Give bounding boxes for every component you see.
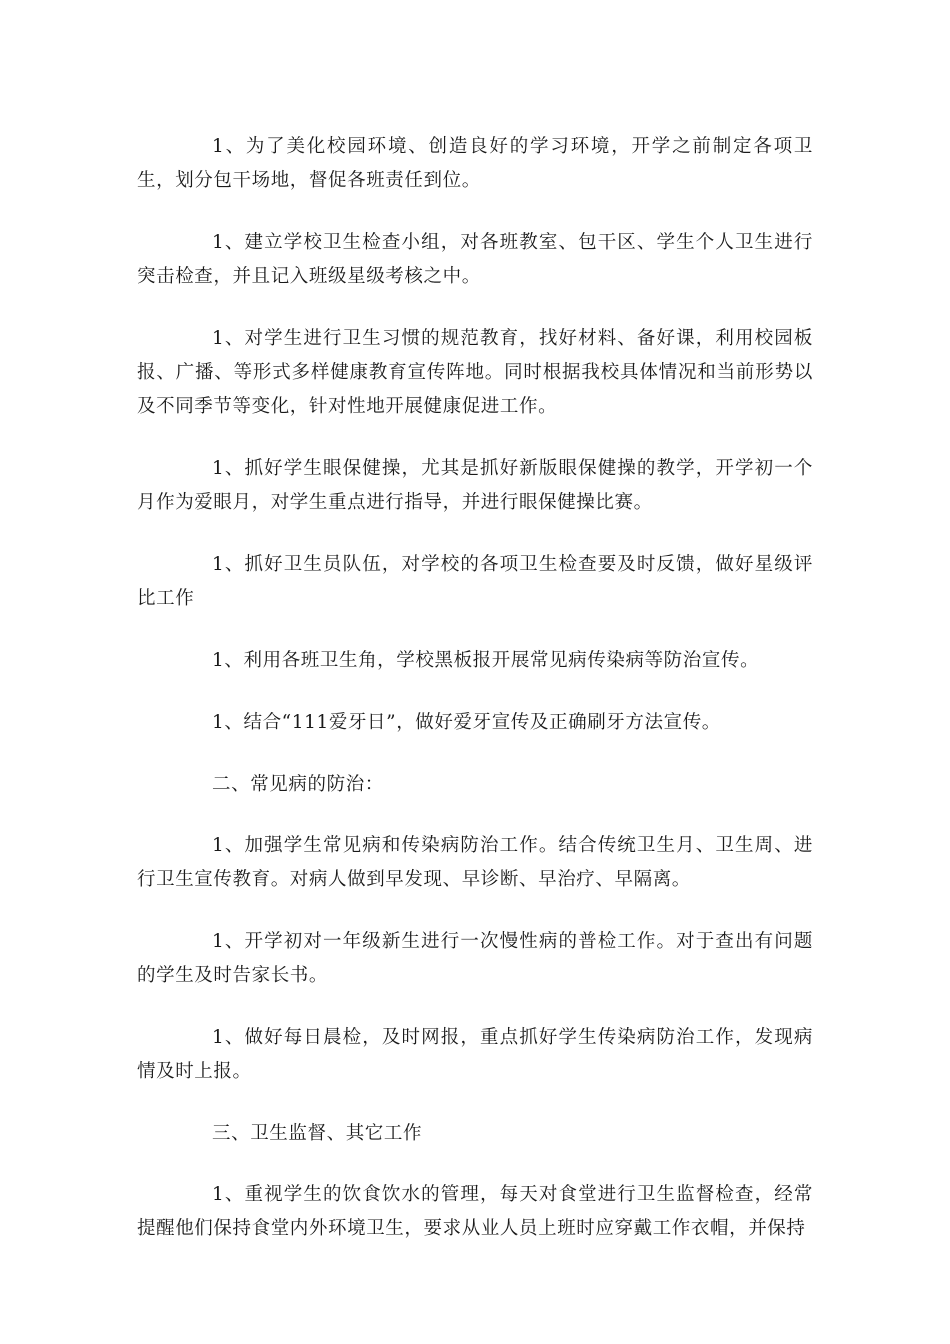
paragraph-blackboard-publicity: 1、利用各班卫生角，学校黑板报开展常见病传染病等防治宣传。	[212, 650, 760, 671]
paragraph-hygiene-staff: 1、抓好卫生员队伍，对学校的各项卫生检查要及时反馈，做好星级评比工作	[137, 554, 813, 609]
paragraph-eye-exercises: 1、抓好学生眼保健操，尤其是抓好新版眼保健操的教学，开学初一个月作为爱眼月，对学生重点进行指导，并进行眼保健操比赛。	[137, 458, 813, 513]
paragraph-inspection-team: 1、建立学校卫生检查小组，对各班教室、包干区、学生个人卫生进行突击检查，并且记入班级星级考核之中。	[137, 232, 813, 287]
paragraph-tooth-day: 1、结合“111爱牙日”，做好爱牙宣传及正确刷牙方法宣传。	[212, 712, 721, 733]
paragraph-infectious-disease: 1、加强学生常见病和传染病防治工作。结合传统卫生月、卫生周、进行卫生宣传教育。对病人做到早发现、早诊断、早治疗、早隔离。	[137, 835, 813, 890]
paragraph-hygiene-education: 1、对学生进行卫生习惯的规范教育，找好材料、备好课，利用校园板报、广播、等形式多样健康教育宣传阵地。同时根据我校具体情况和当前形势以及不同季节等变化，针对性地开展健康促进工作。	[137, 328, 813, 417]
document-body	[137, 130, 813, 1274]
paragraph-food-water: 1、重视学生的饮食饮水的管理，每天对食堂进行卫生监督检查，经常提醒他们保持食堂内外环境卫生，要求从业人员上班时应穿戴工作衣帽，并保持	[137, 1184, 813, 1239]
paragraph-morning-check: 1、做好每日晨检，及时网报，重点抓好学生传染病防治工作，发现病情及时上报。	[137, 1027, 813, 1082]
section-heading-supervision: 三、卫生监督、其它工作	[212, 1123, 423, 1144]
paragraph-freshman-checkup: 1、开学初对一年级新生进行一次慢性病的普检工作。对于查出有问题的学生及时告家长书。	[137, 931, 813, 986]
paragraph-campus-environment: 1、为了美化校园环境、创造良好的学习环境，开学之前制定各项卫生，划分包干场地，督促各班责任到位。	[137, 136, 813, 191]
section-heading-disease-prevention: 二、常见病的防治：	[212, 774, 384, 795]
